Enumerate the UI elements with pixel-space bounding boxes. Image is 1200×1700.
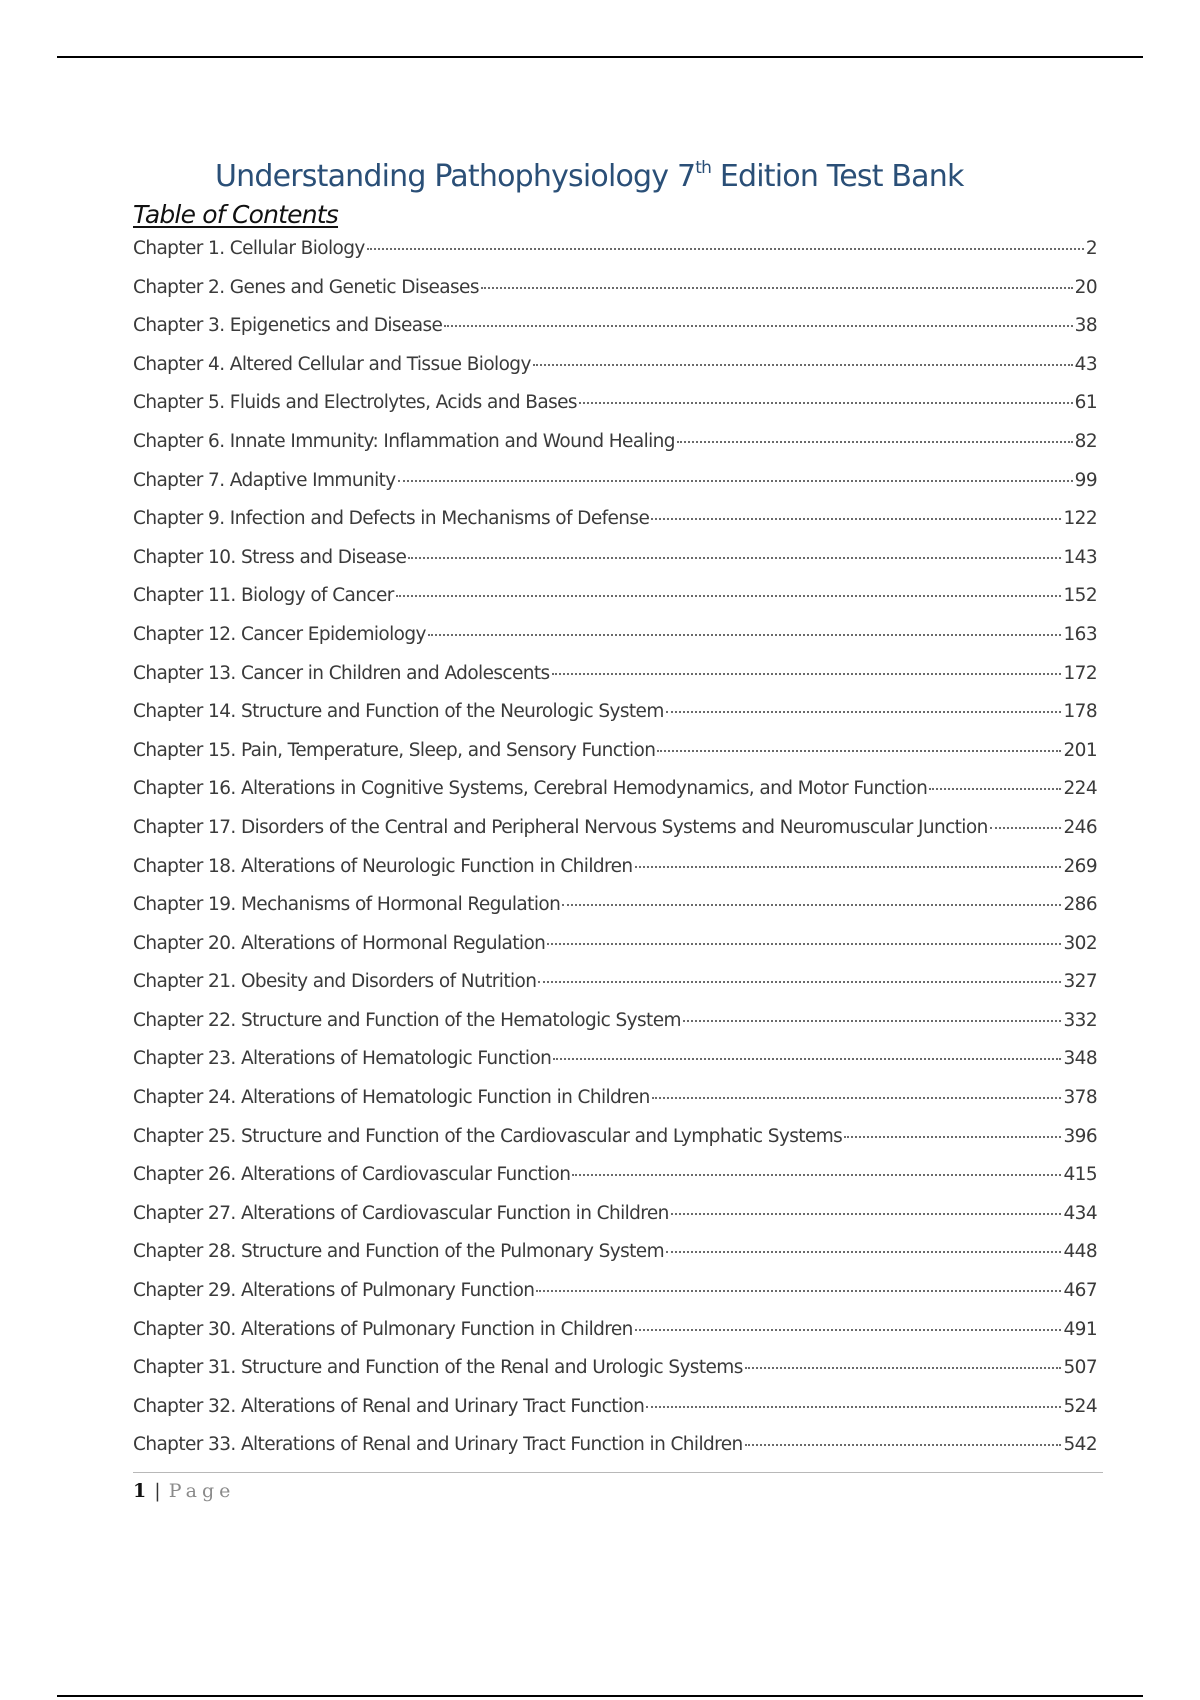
toc-dot-leader (929, 788, 1061, 790)
footer-separator: | (154, 1480, 161, 1502)
toc-entry-page[interactable]: 61 (1074, 392, 1097, 414)
toc-dot-leader (651, 518, 1061, 520)
toc-entry[interactable] (133, 311, 1097, 350)
toc-entry-page[interactable]: 20 (1074, 276, 1097, 298)
toc-dot-leader (572, 1174, 1061, 1176)
toc-dot-leader (745, 1444, 1062, 1446)
toc-entry-title[interactable]: Chapter 7. Adaptive Immunity (133, 469, 396, 491)
toc-entry-title[interactable]: Chapter 9. Infection and Defects in Mechanisms of Defense (133, 508, 650, 530)
toc-entry-title[interactable]: Chapter 21. Obesity and Disorders of Nutrition (133, 971, 537, 993)
toc-dot-leader (408, 557, 1061, 559)
toc-entry-page[interactable]: 99 (1074, 469, 1097, 491)
toc-entry-page[interactable]: 434 (1063, 1202, 1097, 1224)
footer-page-number: 1 (133, 1480, 147, 1502)
toc-entry-title[interactable]: Chapter 14. Structure and Function of the Neurologic System (133, 701, 664, 723)
toc-entry[interactable] (133, 388, 1097, 427)
toc-entry-title[interactable]: Chapter 19. Mechanisms of Hormonal Regulation (133, 894, 561, 916)
toc-entry-title[interactable]: Chapter 27. Alterations of Cardiovascular Function in Children (133, 1202, 669, 1224)
toc-entry-title[interactable]: Chapter 29. Alterations of Pulmonary Function (133, 1280, 535, 1302)
toc-dot-leader (990, 827, 1062, 829)
toc-entry-page[interactable]: 542 (1063, 1434, 1097, 1456)
toc-dot-leader (745, 1367, 1062, 1369)
toc-entry[interactable] (133, 273, 1097, 312)
toc-entry-title[interactable]: Chapter 25. Structure and Function of the Cardiovascular and Lymphatic Systems (133, 1125, 843, 1147)
toc-entry-title[interactable]: Chapter 30. Alterations of Pulmonary Function in Children (133, 1318, 633, 1340)
toc-dot-leader (536, 1290, 1061, 1292)
toc-dot-leader (671, 1213, 1062, 1215)
toc-dot-leader (652, 1097, 1062, 1099)
toc-entry[interactable] (133, 350, 1097, 389)
toc-dot-leader (398, 480, 1073, 482)
toc-entry-title[interactable]: Chapter 22. Structure and Function of the Hematologic System (133, 1009, 681, 1031)
toc-entry-title[interactable]: Chapter 16. Alterations in Cognitive Systems, Cerebral Hemodynamics, and Motor Function (133, 778, 928, 800)
toc-entry[interactable] (133, 234, 1097, 273)
toc-entry-page[interactable]: 152 (1063, 585, 1097, 607)
toc-entry-title[interactable]: Chapter 17. Disorders of the Central and Peripheral Nervous Systems and Neuromuscular Junction (133, 816, 988, 838)
toc-entry-page[interactable]: 122 (1063, 508, 1097, 530)
toc-entry-page[interactable]: 269 (1063, 855, 1097, 877)
table-of-contents (133, 234, 1097, 1469)
document-title-superscript: th (695, 158, 712, 178)
toc-entry-page[interactable]: 143 (1063, 546, 1097, 568)
toc-entry-page[interactable]: 178 (1063, 701, 1097, 723)
toc-entry-title[interactable]: Chapter 32. Alterations of Renal and Urinary Tract Function (133, 1395, 645, 1417)
toc-dot-leader (481, 287, 1073, 289)
toc-entry[interactable] (133, 466, 1097, 505)
toc-entry[interactable] (133, 504, 1097, 543)
toc-entry[interactable] (133, 1122, 1097, 1161)
toc-dot-leader (396, 595, 1062, 597)
toc-dot-leader (562, 904, 1061, 906)
toc-dot-leader (579, 402, 1073, 404)
header-rule (57, 56, 1143, 58)
bottom-rule (57, 1695, 1143, 1697)
toc-dot-leader (553, 1058, 1061, 1060)
toc-dot-leader (635, 866, 1062, 868)
toc-entry-title[interactable]: Chapter 26. Alterations of Cardiovascular Function (133, 1164, 571, 1186)
toc-entry[interactable] (133, 427, 1097, 466)
toc-entry-page[interactable]: 396 (1063, 1125, 1097, 1147)
toc-dot-leader (444, 325, 1072, 327)
toc-entry[interactable] (133, 620, 1097, 659)
toc-entry[interactable] (133, 1160, 1097, 1199)
footer-rule (133, 1472, 1103, 1473)
toc-entry-page[interactable]: 38 (1074, 315, 1097, 337)
toc-entry-page[interactable]: 415 (1063, 1164, 1097, 1186)
toc-dot-leader (635, 1329, 1062, 1331)
document-title (215, 155, 964, 199)
toc-dot-leader (844, 1136, 1061, 1138)
toc-entry-page[interactable]: 246 (1063, 816, 1097, 838)
toc-entry-page[interactable]: 378 (1063, 1087, 1097, 1109)
toc-entry-title[interactable]: Chapter 3. Epigenetics and Disease (133, 315, 443, 337)
toc-heading: Table of Contents (133, 200, 339, 229)
toc-entry-title[interactable]: Chapter 24. Alterations of Hematologic Function in Children (133, 1087, 650, 1109)
toc-entry-page[interactable]: 286 (1063, 894, 1097, 916)
toc-entry[interactable] (133, 736, 1097, 775)
toc-entry[interactable] (133, 697, 1097, 736)
toc-entry-title[interactable]: Chapter 20. Alterations of Hormonal Regulation (133, 932, 546, 954)
toc-entry-title[interactable]: Chapter 18. Alterations of Neurologic Function in Children (133, 855, 633, 877)
toc-entry-page[interactable]: 348 (1063, 1048, 1097, 1070)
toc-dot-leader (547, 943, 1061, 945)
toc-entry-title[interactable]: Chapter 2. Genes and Genetic Diseases (133, 276, 479, 298)
toc-entry[interactable] (133, 1083, 1097, 1122)
footer-page-label: Page (168, 1480, 236, 1502)
toc-entry[interactable] (133, 659, 1097, 698)
toc-entry-title[interactable]: Chapter 31. Structure and Function of the Renal and Urologic Systems (133, 1357, 743, 1379)
toc-entry-page[interactable]: 491 (1063, 1318, 1097, 1340)
toc-entry-page[interactable]: 163 (1063, 623, 1097, 645)
toc-dot-leader (646, 1406, 1061, 1408)
toc-entry[interactable] (133, 929, 1097, 968)
toc-entry[interactable] (133, 1044, 1097, 1083)
toc-entry[interactable] (133, 1237, 1097, 1276)
toc-entry-page[interactable]: 507 (1063, 1357, 1097, 1379)
toc-entry[interactable] (133, 813, 1097, 852)
toc-entry[interactable] (133, 581, 1097, 620)
toc-entry[interactable] (133, 1199, 1097, 1238)
toc-dot-leader (552, 673, 1062, 675)
toc-entry[interactable] (133, 852, 1097, 891)
toc-entry-page[interactable]: 302 (1063, 932, 1097, 954)
toc-entry[interactable] (133, 967, 1097, 1006)
toc-entry[interactable] (133, 1353, 1097, 1392)
toc-entry-page[interactable]: 43 (1074, 353, 1097, 375)
toc-entry[interactable] (133, 774, 1097, 813)
toc-entry-page[interactable]: 82 (1074, 430, 1097, 452)
toc-dot-leader (666, 711, 1062, 713)
toc-entry[interactable] (133, 1006, 1097, 1045)
toc-dot-leader (666, 1251, 1061, 1253)
toc-entry-title[interactable]: Chapter 33. Alterations of Renal and Urinary Tract Function in Children (133, 1434, 743, 1456)
toc-entry-page[interactable]: 448 (1063, 1241, 1097, 1263)
toc-entry-title[interactable]: Chapter 23. Alterations of Hematologic Function (133, 1048, 552, 1070)
toc-entry[interactable] (133, 1392, 1097, 1431)
page-footer (133, 1478, 235, 1504)
toc-entry-page[interactable]: 172 (1063, 662, 1097, 684)
toc-entry[interactable] (133, 1430, 1097, 1469)
toc-entry-title[interactable]: Chapter 6. Innate Immunity: Inflammation and Wound Healing (133, 430, 675, 452)
toc-entry-page[interactable]: 327 (1063, 971, 1097, 993)
toc-entry-title[interactable]: Chapter 1. Cellular Biology (133, 238, 365, 259)
toc-dot-leader (428, 634, 1062, 636)
toc-entry-title[interactable]: Chapter 10. Stress and Disease (133, 546, 407, 568)
toc-entry-title[interactable]: Chapter 5. Fluids and Electrolytes, Acids and Bases (133, 392, 577, 414)
toc-entry-page[interactable]: 2 (1085, 238, 1097, 259)
toc-entry-page[interactable]: 467 (1063, 1280, 1097, 1302)
toc-entry[interactable] (133, 1276, 1097, 1315)
toc-entry-title[interactable]: Chapter 12. Cancer Epidemiology (133, 623, 426, 645)
toc-entry-page[interactable]: 201 (1063, 739, 1097, 761)
document-title-suffix: Edition Test Bank (711, 159, 964, 194)
toc-dot-leader (683, 1020, 1062, 1022)
toc-entry-title[interactable]: Chapter 13. Cancer in Children and Adolescents (133, 662, 550, 684)
toc-entry-page[interactable]: 332 (1063, 1009, 1097, 1031)
toc-dot-leader (533, 364, 1073, 366)
document-title-main: Understanding Pathophysiology 7 (215, 159, 696, 194)
toc-dot-leader (538, 981, 1061, 983)
toc-entry[interactable] (133, 890, 1097, 929)
toc-entry[interactable] (133, 1315, 1097, 1354)
toc-entry-title[interactable]: Chapter 15. Pain, Temperature, Sleep, and Sensory Function (133, 739, 656, 761)
toc-entry-page[interactable]: 224 (1063, 778, 1097, 800)
toc-entry-page[interactable]: 524 (1063, 1395, 1097, 1417)
toc-entry-title[interactable]: Chapter 28. Structure and Function of the Pulmonary System (133, 1241, 665, 1263)
toc-dot-leader (677, 441, 1073, 443)
toc-dot-leader (657, 750, 1061, 752)
toc-dot-leader (367, 248, 1084, 250)
toc-entry-title[interactable]: Chapter 11. Biology of Cancer (133, 585, 394, 607)
toc-entry[interactable] (133, 543, 1097, 582)
toc-entry-title[interactable]: Chapter 4. Altered Cellular and Tissue Biology (133, 353, 531, 375)
